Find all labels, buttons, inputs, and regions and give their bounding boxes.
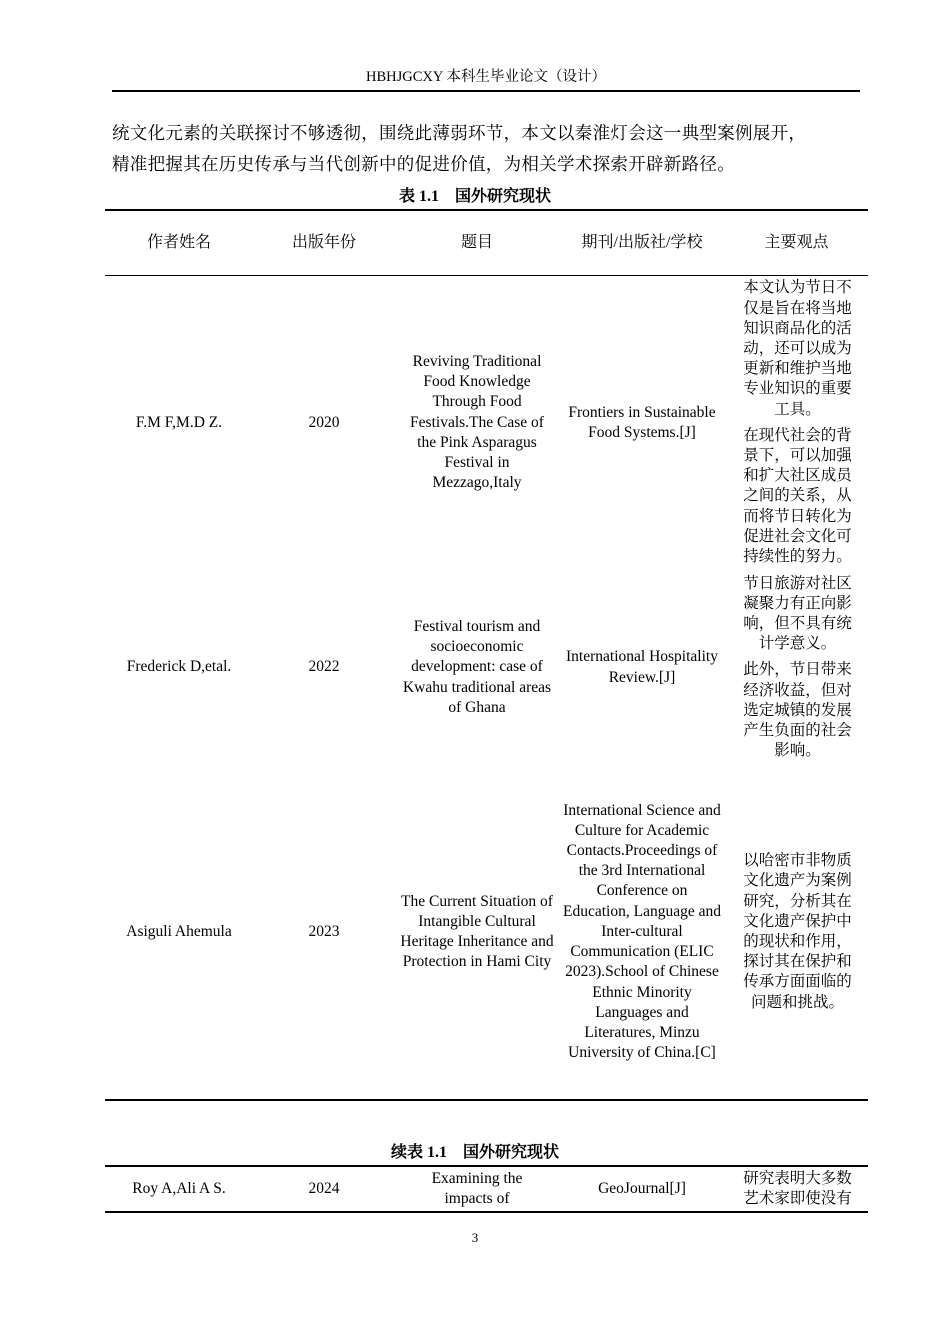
cell-year: 2022 <box>308 658 340 676</box>
view-paragraph: 研究表明大多数艺术家即使没有 <box>743 1169 852 1207</box>
cell-author: Roy A,Ali A S. <box>132 1179 226 1197</box>
header-view: 主要观点 <box>725 210 868 276</box>
view-paragraph: 此外，节日带来经济收益，但对选定城镇的发展产生负面的社会影响。 <box>743 661 852 760</box>
cell-year: 2023 <box>308 922 340 940</box>
cell-journal: International Hospitality Review.[J] <box>566 648 718 686</box>
header-title: 题目 <box>395 210 559 276</box>
view-paragraph: 以哈密市非物质文化遗产为案例研究，分析其在文化遗产保护中的现状和作用，探讨其在保护和传承方面面临的问题和挑战。 <box>743 852 852 1011</box>
continued-table-caption: 续表 1.1 国外研究现状 <box>390 1144 559 1161</box>
view-paragraph: 节日旅游对社区凝聚力有正向影响，但不具有统计学意义。 <box>743 574 852 653</box>
table-header-row <box>105 210 868 276</box>
cell-title: Festival tourism and socioeconomic development: case of Kwahu traditional areas of Ghana <box>402 617 552 716</box>
cell-title: The Current Situation of Intangible Cultural Heritage Inheritance and Protection in Hami City <box>400 892 554 971</box>
table-caption: 表 1.1 国外研究现状 <box>398 188 551 205</box>
cell-author: F.M F,M.D Z. <box>135 413 223 431</box>
cell-year: 2024 <box>308 1179 340 1197</box>
view-paragraph: 本文认为节日不仅是旨在将当地知识商品化的活动，还可以成为更新和维护当地专业知识的重要工具。 <box>743 279 852 418</box>
table-row <box>105 1166 868 1212</box>
cell-author: Frederick D,etal. <box>126 658 232 676</box>
header-year: 出版年份 <box>253 210 395 276</box>
cell-view <box>725 766 868 1100</box>
cell-view <box>725 276 868 570</box>
cell-title: Reviving Traditional Food Knowledge Through Food Festivals.The Case of the Pink Asparagus Festival in Mezzago,Italy <box>410 353 544 492</box>
cell-title: Examining the impacts of <box>431 1169 523 1207</box>
cell-view <box>725 570 868 766</box>
cell-year: 2020 <box>308 413 340 431</box>
header-journal: 期刊/出版社/学校 <box>559 210 725 276</box>
table-row <box>105 276 868 570</box>
page-header: HBHJGCXY 本科生毕业论文（设计） <box>112 66 860 92</box>
cell-author: Asiguli Ahemula <box>126 922 232 940</box>
cell-journal: International Science and Culture for Academic Contacts.Proceedings of the 3rd International Conference on Education, Language and Inter-cultural Communication (ELIC 2023).School of Chinese Ethnic Minority Languages and Literatures, Minzu University of China.[C] <box>563 801 721 1062</box>
cell-journal: GeoJournal[J] <box>598 1179 686 1197</box>
continued-table <box>105 1165 868 1213</box>
body-text-line-2: 精准把握其在历史传承与当代创新中的促进价值，为相关学术探索开辟新路径。 <box>112 154 735 174</box>
body-text-line-1: 统文化元素的关联探讨不够透彻，围绕此薄弱环节，本文以秦淮灯会这一典型案例展开， <box>112 123 807 143</box>
view-paragraph: 在现代社会的背景下，可以加强和扩大社区成员之间的关系，从而将节日转化为促进社会文化可持续性的努力。 <box>743 426 852 565</box>
research-table <box>105 209 868 1101</box>
cell-view <box>725 1166 868 1212</box>
page-number: 3 <box>471 1230 479 1245</box>
table-row <box>105 766 868 1100</box>
cell-journal: Frontiers in Sustainable Food Systems.[J] <box>568 403 716 441</box>
header-author: 作者姓名 <box>105 210 253 276</box>
table-row <box>105 570 868 766</box>
